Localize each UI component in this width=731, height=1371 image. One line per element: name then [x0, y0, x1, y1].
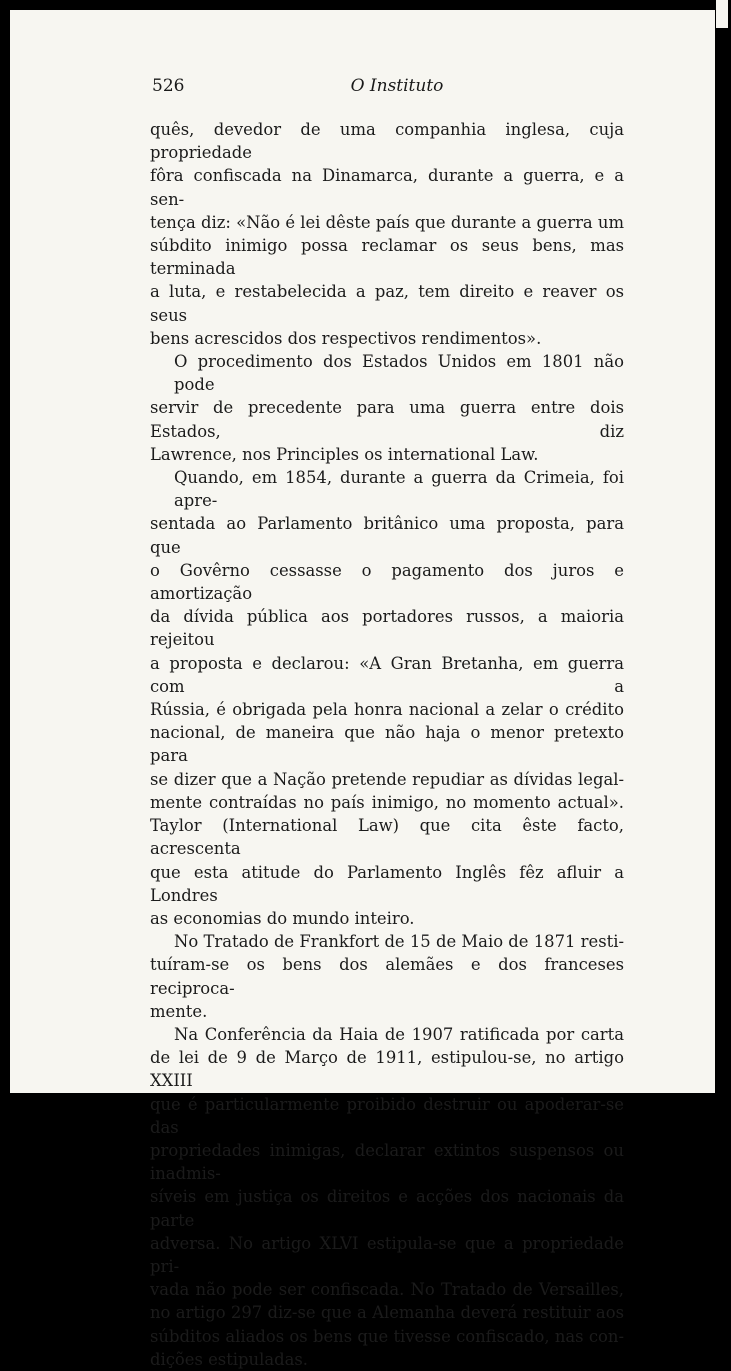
page-number: 526	[152, 76, 185, 96]
text-line: adversa. No artigo XLVI estipula-se que a propriedade pri-	[150, 1233, 624, 1276]
text-line: quês, devedor de uma companhia inglesa, cuja propriedade	[150, 120, 624, 163]
text-line: a luta, e restabelecida a paz, tem direito e reaver os seus	[150, 282, 624, 325]
text-line: fôra confiscada na Dinamarca, durante a guerra, e a sen-	[150, 166, 624, 209]
text-line: servir de precedente para uma guerra entre dois Estados, diz	[150, 398, 624, 441]
paragraph	[150, 118, 624, 350]
text-line: as economias do mundo inteiro.	[150, 908, 415, 928]
text-line: dições estipuladas.	[150, 1349, 308, 1369]
body-text	[150, 118, 624, 1371]
text-line: mente.	[150, 1001, 208, 1021]
text-line: vada não pode ser confiscada. No Tratado de Versailles,	[150, 1280, 624, 1300]
paragraph	[150, 350, 624, 466]
text-line: Taylor (International Law) que cita êste facto, acrescenta	[150, 816, 624, 859]
text-line: súbdito inimigo possa reclamar os seus bens, mas terminada	[150, 236, 624, 279]
text-line: mente contraídas no país inimigo, no momento actual».	[150, 792, 624, 812]
text-line: súbditos aliados os bens que tivesse confiscado, nas con-	[150, 1326, 624, 1346]
text-line: que é particularmente proibido destruir ou apoderar-se das	[150, 1094, 624, 1137]
paragraph	[150, 930, 624, 1023]
text-line: nacional, de maneira que não haja o menor pretexto para	[150, 723, 624, 766]
text-line: síveis em justiça os direitos e acções dos nacionais da parte	[150, 1187, 624, 1230]
text-line: bens acrescidos dos respectivos rendimentos».	[150, 328, 542, 348]
text-line: O procedimento dos Estados Unidos em 1801 não pode	[174, 352, 624, 395]
text-line: a proposta e declarou: «A Gran Bretanha, em guerra com a	[150, 653, 624, 696]
text-line: que esta atitude do Parlamento Inglês fêz afluir a Londres	[150, 862, 624, 905]
text-line: Quando, em 1854, durante a guerra da Crimeia, foi apre-	[174, 468, 624, 511]
paragraph	[150, 1023, 624, 1371]
paragraph	[150, 466, 624, 930]
text-line: No Tratado de Frankfort de 15 de Maio de 1871 resti-	[174, 932, 624, 952]
running-title: O Instituto	[350, 76, 444, 96]
text-line: da dívida pública aos portadores russos, a maioria rejeitou	[150, 607, 624, 650]
scan-edge	[716, 0, 728, 28]
text-line: sentada ao Parlamento britânico uma proposta, para que	[150, 514, 624, 557]
text-line: propriedades inimigas, declarar extintos suspensos ou inadmis-	[150, 1140, 624, 1184]
text-line: se dizer que a Nação pretende repudiar as dívidas legal-	[150, 769, 624, 789]
text-line: Rússia, é obrigada pela honra nacional a zelar o crédito	[150, 700, 624, 720]
text-line: o Govêrno cessasse o pagamento dos juros e amortização	[150, 560, 624, 604]
text-line: Na Conferência da Haia de 1907 ratificada por carta	[174, 1024, 624, 1044]
page-header	[152, 76, 622, 100]
text-line: Lawrence, nos Principles os international Law.	[150, 444, 539, 464]
text-line: no artigo 297 diz-se que a Alemanha deverá restituir aos	[150, 1303, 624, 1323]
text-line: de lei de 9 de Março de 1911, estipulou-se, no artigo XXIII	[150, 1048, 624, 1091]
text-line: tença diz: «Não é lei dêste país que durante a guerra um	[150, 212, 625, 232]
text-line: tuíram-se os bens dos alemães e dos franceses reciproca-	[150, 955, 624, 998]
